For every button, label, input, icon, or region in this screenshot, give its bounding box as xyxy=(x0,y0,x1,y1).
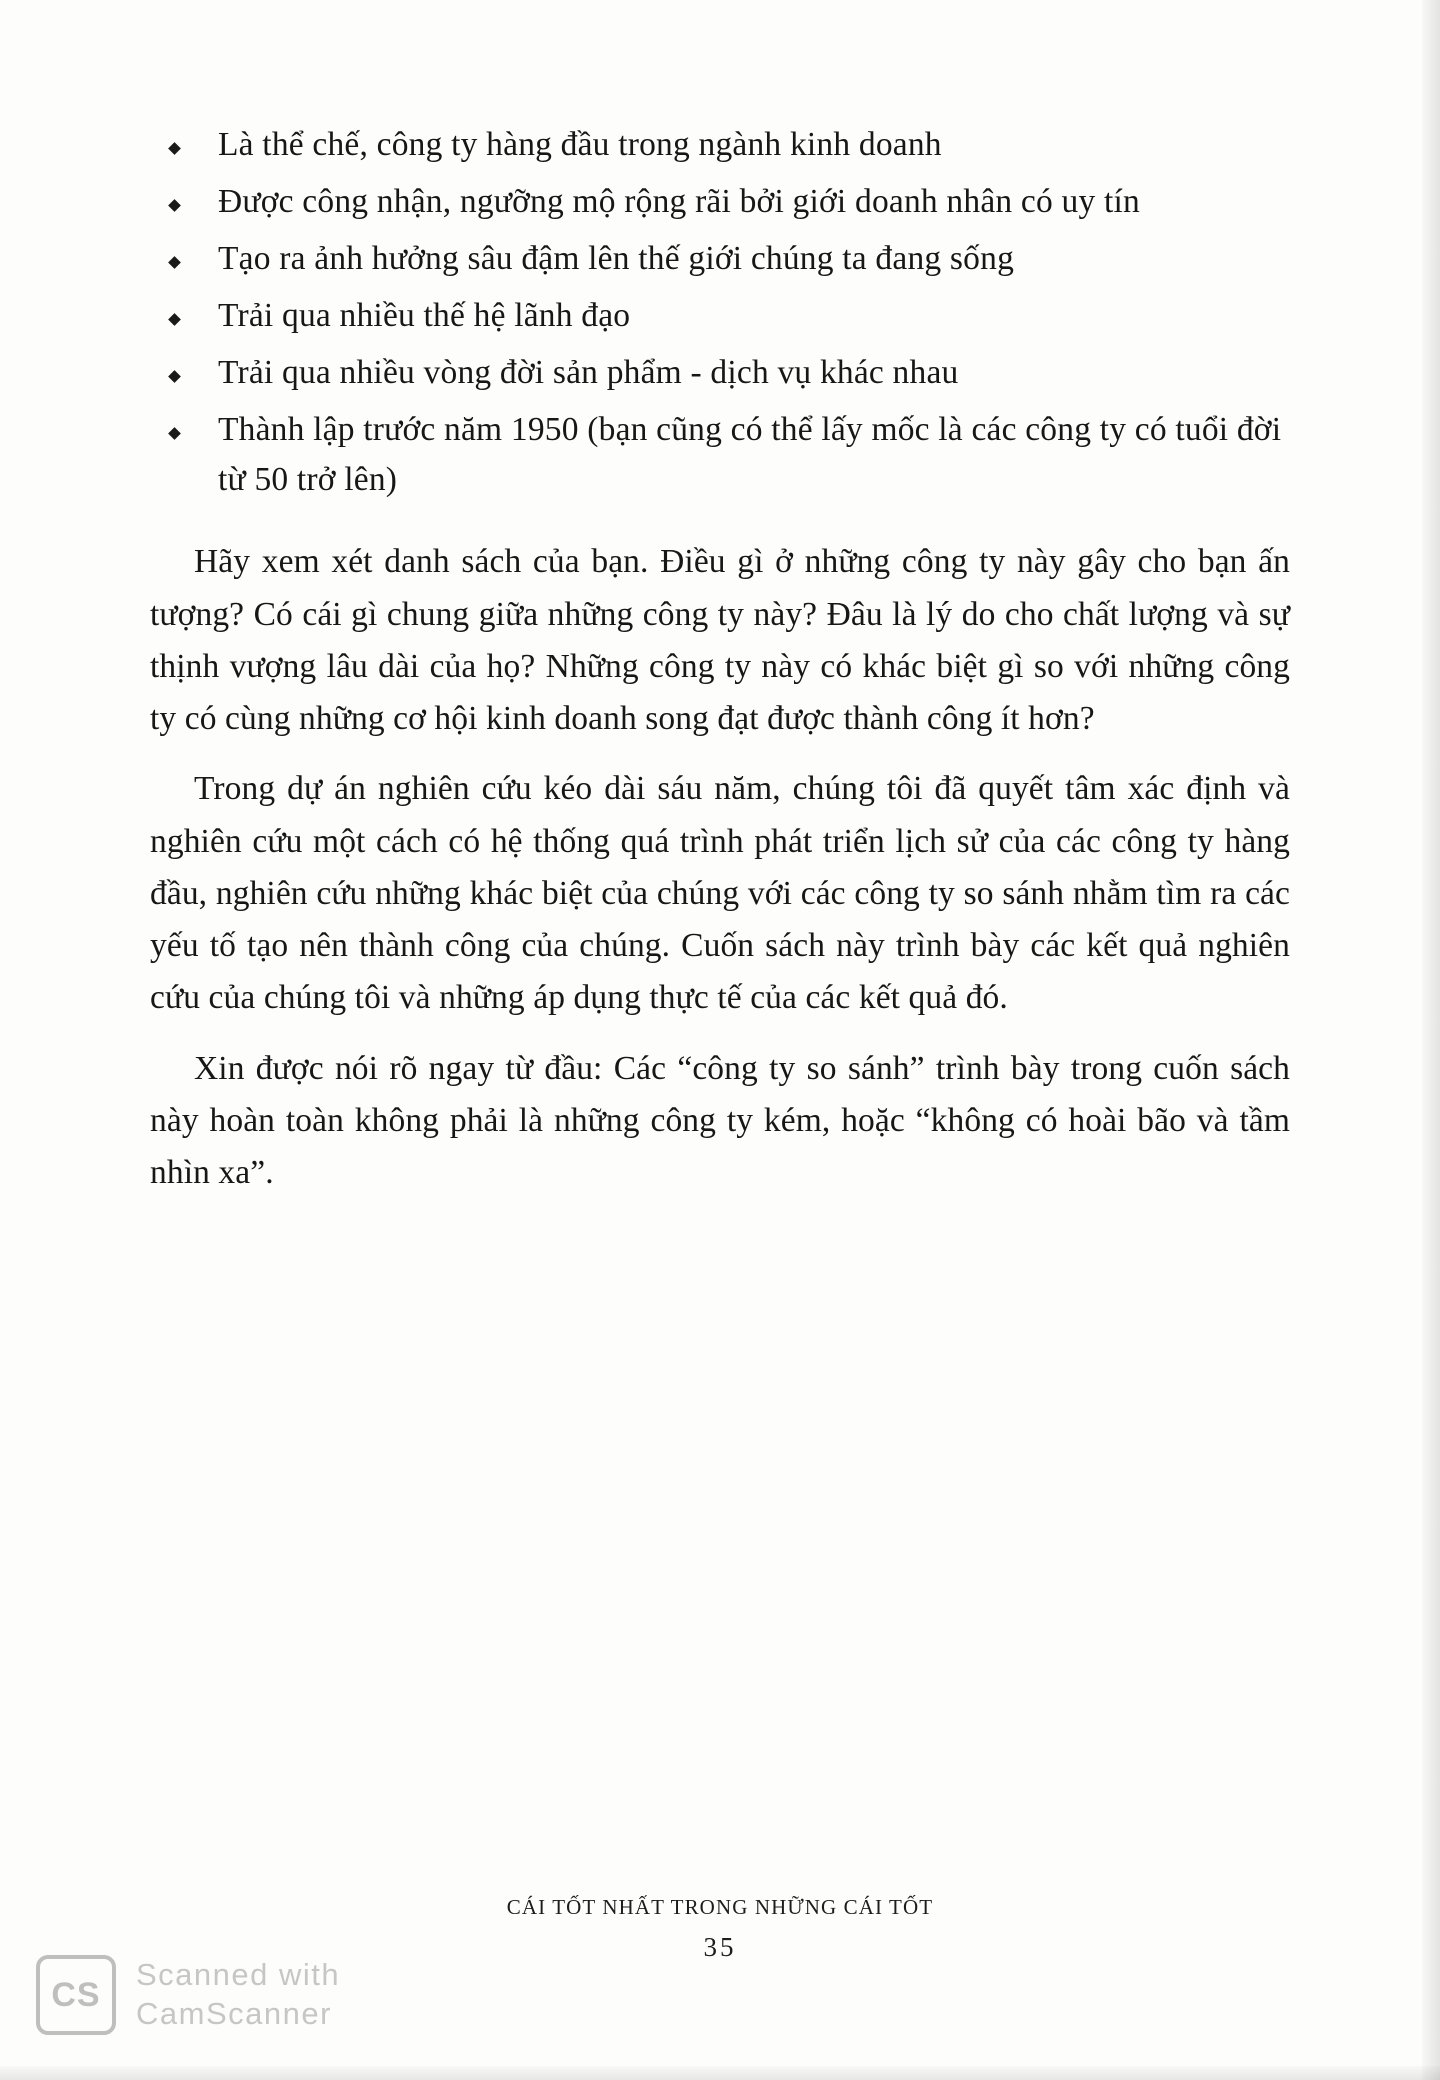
list-item: Được công nhận, ngưỡng mộ rộng rãi bởi giới doanh nhân có uy tín xyxy=(150,177,1290,228)
camscanner-logo-icon: CS xyxy=(36,1955,116,2035)
list-item: Trải qua nhiều vòng đời sản phẩm - dịch vụ khác nhau xyxy=(150,348,1290,399)
list-item: Tạo ra ảnh hưởng sâu đậm lên thế giới chúng ta đang sống xyxy=(150,234,1290,285)
camscanner-watermark-text xyxy=(136,1956,340,2034)
page-number: 35 xyxy=(703,1932,737,1962)
list-item: Trải qua nhiều thế hệ lãnh đạo xyxy=(150,291,1290,342)
bullet-list xyxy=(150,120,1290,506)
list-item: Thành lập trước năm 1950 (bạn cũng có thể lấy mốc là các công ty có tuổi đời từ 50 trở lên) xyxy=(150,405,1290,507)
camscanner-watermark xyxy=(36,1955,340,2035)
list-item: Là thể chế, công ty hàng đầu trong ngành kinh doanh xyxy=(150,120,1290,171)
page-content xyxy=(150,120,1290,1203)
body-paragraph: Hãy xem xét danh sách của bạn. Điều gì ở những công ty này gây cho bạn ấn tượng? Có cái gì chung giữa những công ty này? Đâu là lý do cho chất lượng và sự thịnh vượng lâu dài của họ? Những công ty này có khác biệt gì so với những công ty có cùng những cơ hội kinh doanh song đạt được thành công ít hơn? xyxy=(150,543,1290,738)
page-footer xyxy=(0,1895,1440,1963)
page-edge-shadow-bottom xyxy=(0,2066,1440,2080)
watermark-line-2: CamScanner xyxy=(136,1996,332,2031)
running-title: CÁI TỐT NHẤT TRONG NHỮNG CÁI TỐT xyxy=(506,1895,934,1919)
watermark-line-1: Scanned with xyxy=(136,1957,341,1993)
page-edge-shadow-right xyxy=(1422,0,1440,2080)
body-paragraph: Xin được nói rõ ngay từ đầu: Các “công ty so sánh” trình bày trong cuốn sách này hoàn toàn không phải là những công ty kém, hoặc “không có hoài bão và tầm nhìn xa”. xyxy=(150,1049,1290,1192)
body-paragraph: Trong dự án nghiên cứu kéo dài sáu năm, chúng tôi đã quyết tâm xác định và nghiên cứu một cách có hệ thống quá trình phát triển lịch sử của các công ty hàng đầu, nghiên cứu những khác biệt của chúng với các công ty so sánh nhằm tìm ra các yếu tố tạo nên thành công của chúng. Cuốn sách này trình bày các kết quả nghiên cứu của chúng tôi và những áp dụng thực tế của các kết quả đó. xyxy=(150,770,1290,1017)
